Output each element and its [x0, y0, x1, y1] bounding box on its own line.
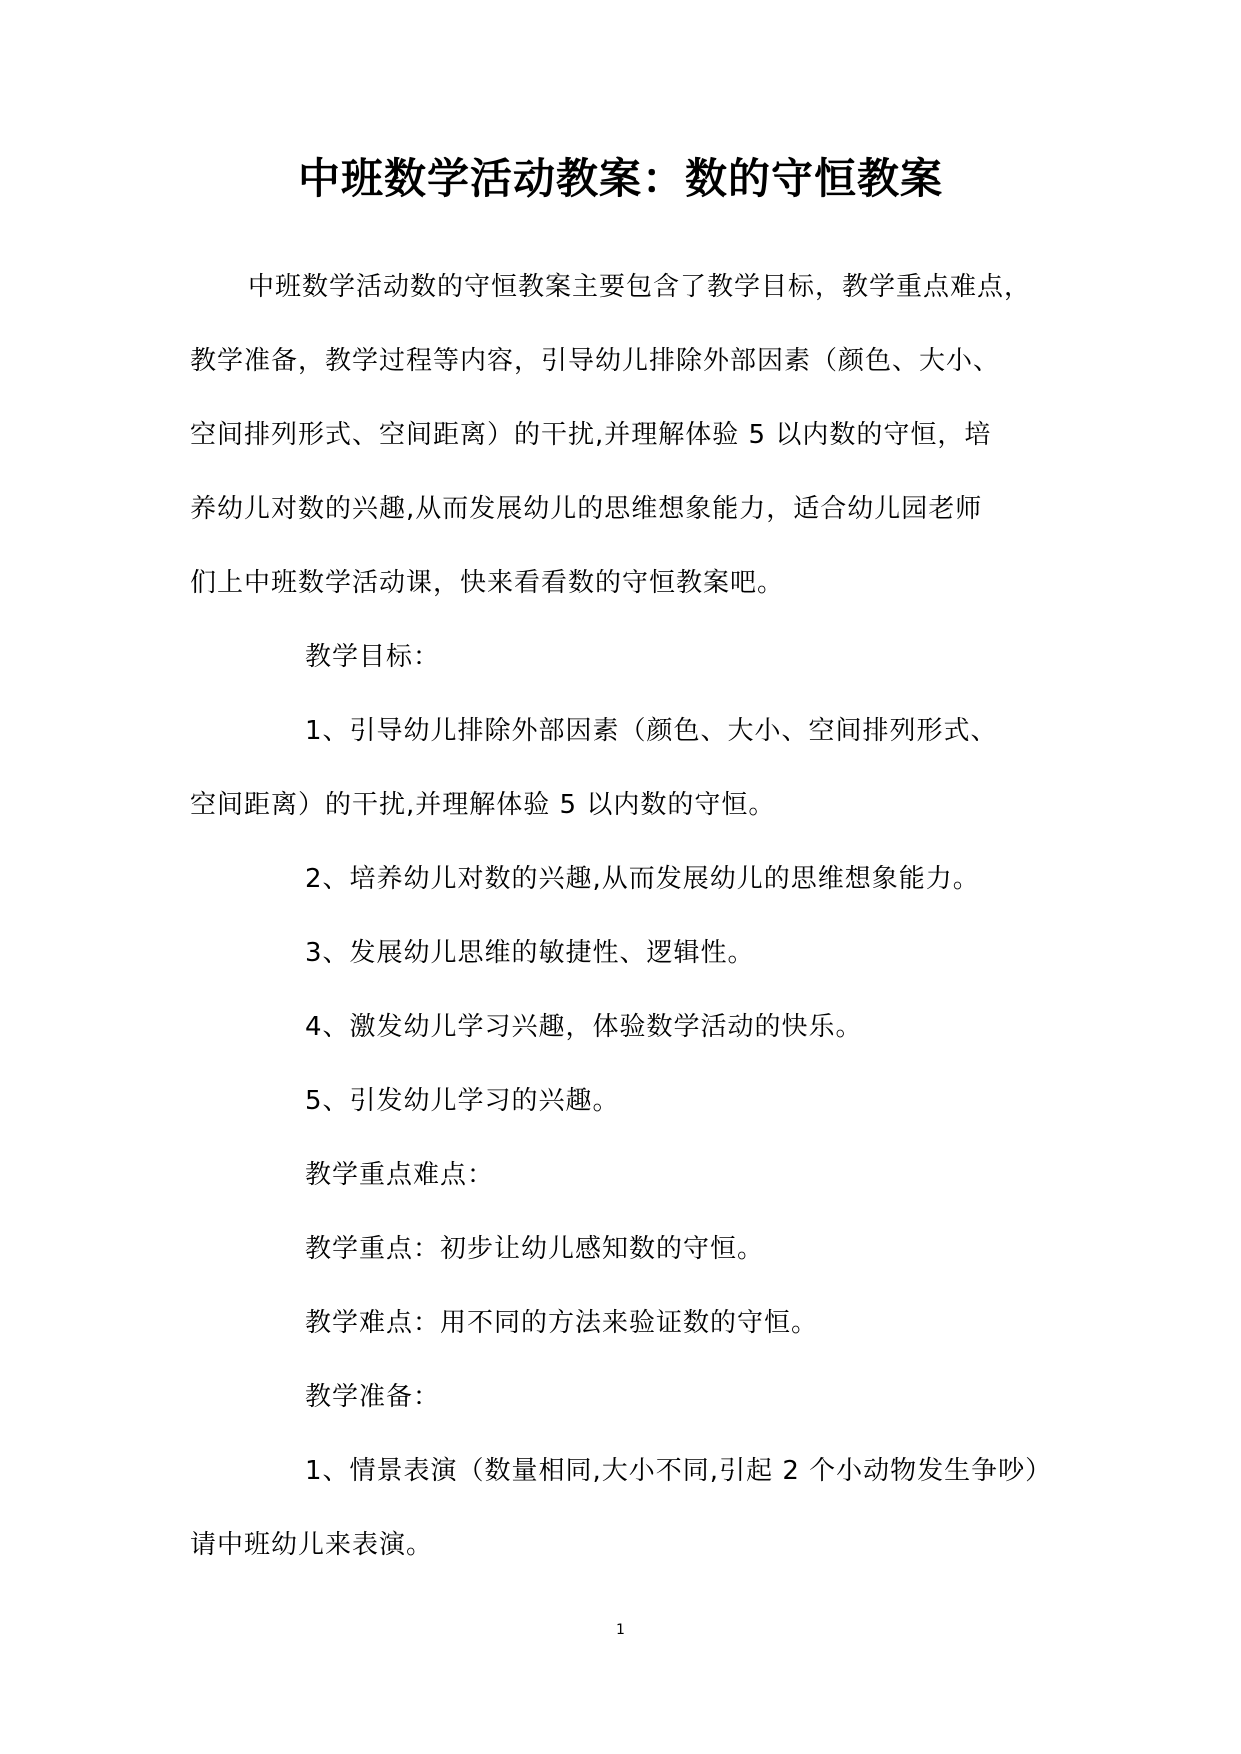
key-point: 教学重点：初步让幼儿感知数的守恒。: [305, 1234, 765, 1264]
key-points-heading: 教学重点难点：: [305, 1160, 495, 1190]
goal-item: 1、引导幼儿排除外部因素（颜色、大小、空间排列形式、: [305, 716, 998, 746]
intro-line: 空间排列形式、空间距离）的干扰,并理解体验 5 以内数的守恒，培: [190, 420, 992, 450]
page-number: 1: [616, 1622, 625, 1638]
goal-item: 2、培养幼儿对数的兴趣,从而发展幼儿的思维想象能力。: [305, 864, 980, 894]
intro-line: 养幼儿对数的兴趣,从而发展幼儿的思维想象能力，适合幼儿园老师: [190, 494, 983, 524]
intro-line: 们上中班数学活动课，快来看看数的守恒教案吧。: [190, 568, 785, 598]
prep-item: 1、情景表演（数量相同,大小不同,引起 2 个小动物发生争吵）: [305, 1456, 1053, 1486]
goal-item-continuation: 空间距离）的干扰,并理解体验 5 以内数的守恒。: [190, 790, 776, 820]
intro-line: 中班数学活动数的守恒教案主要包含了教学目标，教学重点难点，: [248, 272, 1032, 302]
prep-item-continuation: 请中班幼儿来表演。: [190, 1530, 434, 1560]
document-title: 中班数学活动教案：数的守恒教案: [297, 154, 943, 203]
intro-line: 教学准备，教学过程等内容，引导幼儿排除外部因素（颜色、大小、: [190, 346, 1001, 376]
prep-heading: 教学准备：: [305, 1382, 441, 1412]
difficulty-point: 教学难点：用不同的方法来验证数的守恒。: [305, 1308, 819, 1338]
document-body: [190, 250, 1055, 1582]
goal-item: 4、激发幼儿学习兴趣，体验数学活动的快乐。: [305, 1012, 863, 1042]
goal-item: 3、发展幼儿思维的敏捷性、逻辑性。: [305, 938, 755, 968]
goals-heading: 教学目标：: [305, 642, 441, 672]
goal-item: 5、引发幼儿学习的兴趣。: [305, 1086, 620, 1116]
